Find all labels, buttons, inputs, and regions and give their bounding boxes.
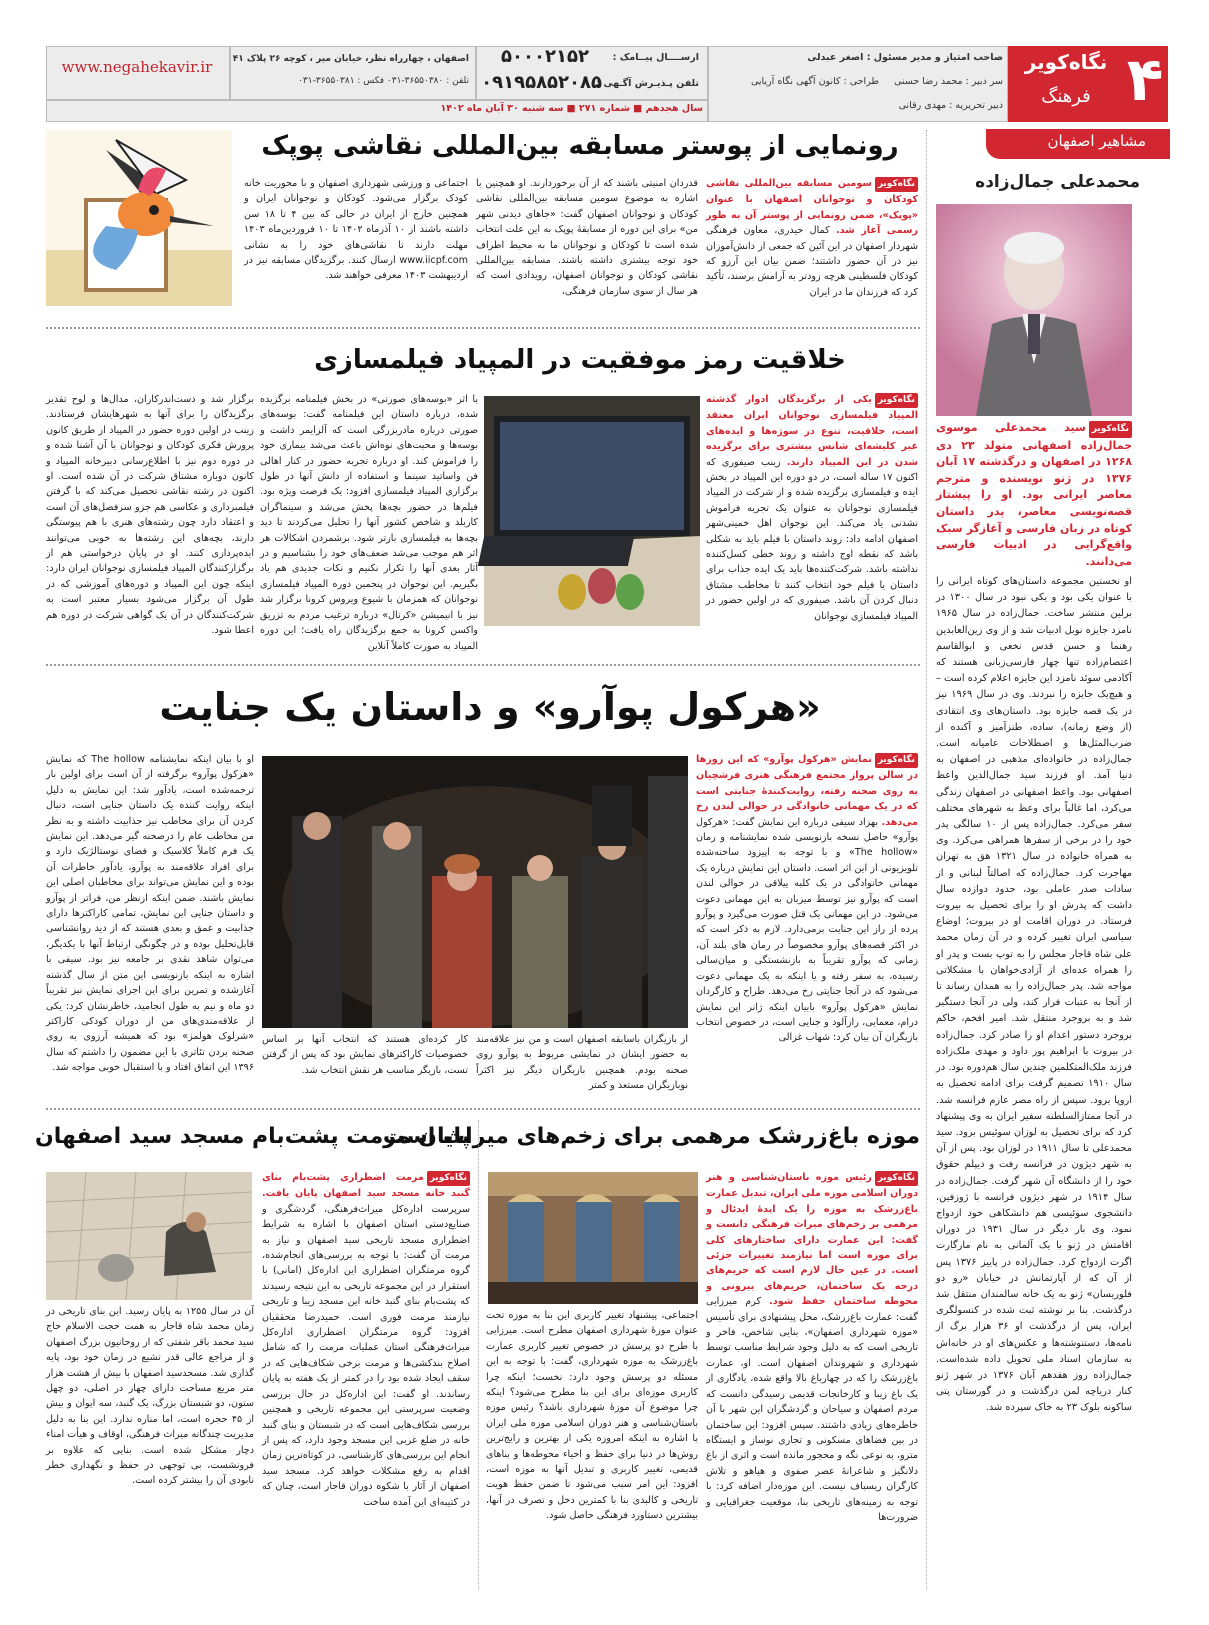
owner: صاحب امتیاز و مدیر مسئول : اصغر عبدلی [807,52,1003,63]
divider [46,664,920,666]
design: طراحی : کانون آگهی نگاه آریایی [750,76,879,87]
logo-tag: نگاه‌کویر [875,753,918,768]
article1-col3: اجتماعی و ورزشی شهرداری اصفهان و با محوریت خانه کودک برگزار می‌شود. کودکان و نوجوانان ایران و همچنین خارج از ایران در حالی که بین ۴ تا ۱۸ سن داشته باشند از ۱۰ آذرماه ۱۴۰۲ تا ۱۰ فروردین‌ماه ۱۴۰۳ مهلت دارند تا نقاشی‌های خود را به نشانی www.iicpf.com ارسال کنند. برگزیدگان مسابقه نیز در اردیبهشت ۱۴۰۳ معرفی خواهند شد. [244,178,468,282]
article2-lead-col: نگاه‌کویریکی از برگزیدگان ادوار گذشته المپیاد فیلمسازی نوجوانان ایران معتقد است، خلاقیت، تنوع در سوژه‌ها و ایده‌های غیر کلیشه‌ای شانس بیشتری برای برگزیده شدن در این المپیاد دارند. زینب صیفوری که اکنون ۱۷ ساله است، در دو دوره این المپیاد در بخش ایده و فیلمسازی برگزیده شده و از شرکت در المپیاد فیلمسازی نوجوانان به عنوان یک تجربه فراموش نشدنی یاد می‌کند. این نوجوان اهل خمینی‌شهر اصفهان ادامه داد: روند داستان با فیلم باید به شکلی باشد که نقطه اوج داشته و روند خطی کسل‌کننده نداشته باشد. شرکت‌کننده‌ها باید یک ایده جذاب برای داستان یا فیلم خود انتخاب کنند تا مخاطب مشتاق دنبال کردن آن باشد. صیفوری که در اولین حضور در المپیاد فیلمسازی نوجوانان [706,394,918,622]
website[interactable]: www.negahekavir.ir [61,58,213,76]
divider [46,327,920,329]
portrait-photo [936,204,1132,416]
article2-col2: با اثر «بوسه‌های صورتی» در بخش فیلمنامه برگزیده شده، درباره داستان این فیلمنامه گفت: بوسه‌های صورتی درباره مادربزرگی است که آلزایمر داشت و بوسه‌ها و محبت‌های نوه‌اش باعث می‌شد بیماری خود را فراموش کند. او درباره تجربه حضور در کنار اهالی فن واساتید سینما و استفاده از دانش آنها در طول برگزاری المپیاد فیلمسازی افزود: یک فرصت ویژه بود. فیلم‌ها در حضور بچه‌ها پخش می‌شد و سینماگران کاربلد و شاخص کشور آنها را تحلیل می‌کردند تا دید بچه‌ها به فیلمسازی بازتر شود. برشمردن اشکالات هر اثر هم موجب می‌شد ضعف‌های خود را بشناسیم و در آثار بعدی آنها را تکرار نکنیم و نکات جدیدی هم یاد بگیریم. این نوجوان در پنجمین دوره المپیاد فیلمسازی نوجوانان که همزمان با شیوع ویروس کرونا برگزار شد نیز با انیمیشن «کرتال» درباره ترغیب مردم به تزریق واکسن کرونا به جمع برگزیدگان راه یافت؛ این دوره المپیاد به صورت کاملاً آنلاین [260,394,478,652]
section-title: فرهنگ [1041,86,1091,107]
logo-tag: نگاه‌کویر [1089,421,1132,438]
article3-lead-col: نگاه‌کویرنمایش «هرکول پوآرو» که این روزها در سالن پرواز مجتمع فرهنگی هنری فرشچیان به روی صحنه رفته، روایت‌کنندهٔ جنایتی است که در یک مهمانی خانوادگی در حوالی لندن رخ می‌دهد. بهزاد سیفی درباره این نمایش گفت: «هرکول پوآرو» حاصل نسخه بازنویسی شده نمایشنامه و رمان «The hollow» و با توجه به اپیزود ساخته‌شده تلویزیونی از این اثر است. داستان این نمایش درباره یک مهمانی خانوادگی در یک کلبه ییلاقی در حوالی لندن است که پوآرو نیز توسط میزبان به این مهمانی دعوت می‌شود. در این مهمانی یک قتل صورت می‌گیرد و پوآرو پرده از راز این جنایت برمی‌دارد. لازم به ذکر است که در اکثر قصه‌های پوآرو مخصوصاً در رمان های بلند آن، زمانی که پوآرو تقریباً به بازنشستگی و میان‌سالی رسیده، به سفر رفته و یا اینکه به یک مهمانی دعوت می‌شود که در آنجا جنایتی رخ می‌دهد. طراح و کارگردان نمایش «هرکول پوآرو» بابیان اینکه ژانر این نمایش درام، معمایی، رازآلود و جنایی است، در خصوص انتخاب بازیگران آن بیان کرد: شهاب غزالی [696,754,919,1044]
theater-stage-photo [262,756,688,1028]
article5-lead-col: نگاه‌کویرمرمت اضطراری پشت‌بام بنای گنبد خانه مسجد سید اصفهان پایان یافت. سرپرست اداره‌کل میراث‌فرهنگی، گردشگری و صنایع‌دستی استان اصفهان با اشاره به شرایط اضطراری مسجد تاریخی سید اصفهان و نیاز به مرمت آن گفت: با توجه به بررسی‌های انجام‌شده، گروه مرمتگران اضطراری این اداره‌کل (امانی) با استقرار در این مجموعه تاریخی به این نتیجه رسیدند که پشت‌بام بنای گنبد خانه این مسجد زیبا و تاریخی نیازمند مرمت فوری است. حمیدرضا محققیان افزود: گروه مرمتگران اضطراری اداره‌کل میراث‌فرهنگی استان عملیات مرمت را که شامل اصلاح بندکشی‌ها و مرمت برخی شکاف‌هایی که در سقف ایجاد شده بود را در کمتر از یک هفته به پایان رساندند. او گفت: این اداره‌کل در حال بررسی وضعیت سرپرستی این مجموعه تاریخی و همچنین بررسی شکاف‌هایی است که در شبستان و بنای گنبد خانه در ضلع غربی این مسجد وجود دارد، که پس از انجام این بررسی‌های کارشناسی، در کوتاه‌ترین زمان اقدام به رفع مشکلات خواهد کرد. مسجد سید اصفهان از آثار با شکوه دوران قاجار است، چنان که در کتیبه‌ای این آمده ساخت [262,1172,470,1508]
article1-col2: قدردان امنیتی باشند که از آن برخوردارند. او همچنین با اشاره به موضوع سومین مسابقه بین‌المللی نقاشی کودکان و نوجوانان اصفهان گفت: «جاهای دیدنی شهر من» برای این دوره از مسابقهٔ پوپک به این علت انتخاب شده است تا کودکان و نوجوانان ما به محیط اطراف خود توجه بیشتری داشته باشند. مسابقه بین‌المللی نقاشی کودکان و نوجوانان اصفهان، رویدادی است که هر سال از سوی سازمان فرهنگی، [476,178,698,297]
article2-col3: برگزار شد و دست‌اندرکاران، مدال‌ها و لوح تقدیر برگزیدگان را برای آنها به شهرهایشان فرستادند. زینب در اولین دوره حضور در المپیاد از طریق کانون پرورش فکری کودکان و نوجوانان با آن آشنا شده و در دوره دوم نیز با اطلاع‌رسانی دبیرخانه المپیاد و کانون دوباره مشتاق شرکت در آن شده است. او اکنون در رشته نقاشی تحصیل می‌کند که با گرفتن فیلمبرداری و عکاسی هم جزو سرفصل‌های آن است و اعتقاد دارد چون رشته‌های هنری با هم پیوستگی دارند، بچه‌های این رشته‌ها به خوبی می‌توانند ایده‌پردازی کنند. او در پایان درخواستی هم از برگزارکنندگان المپیاد فیلمسازی نوجوانان ایران دارد: اینکه چون این المپیاد و دوره‌های آموزشی که در طول آن برگزار می‌شود بسیار معتبر است به شرکت‌کنندگان در آن یک گواهی شرکت در دوره هم اعطا شود. [46,394,254,637]
divider [46,1108,920,1110]
article3-headline: «هرکول پوآرو» و داستان یک جنایت [159,685,821,729]
sidebar-body: او نخستین مجموعه داستان‌های کوتاه ایرانی را با عنوان یکی بود و یکی نبود در سال ۱۳۰۰ در برلین منتشر ساخت. جمال‌زاده در سال ۱۹۶۵ نامزد جایزه نوبل ادبیات شد و از وی زین‌العابدین رهنما و حسن قدس نخعی و ابوالقاسم اعتصام‌زاده تنها چهار فارسی‌زبانی هستند که آکادمی سوئد نامزد این جایزه اعلام کرده است – و هیچ‌یک جایزه را نبردند. وی در سال ۱۹۶۹ نیز در یک قصه جایزه بود. داستان‌های وی انتقادی (از وضع زمانه)، ساده، طنزآمیز و آکنده از ضرب‌المثل‌ها و اصطلاحات عامیانه است. جمال‌زاده در خانواده‌ای مذهبی در اصفهان به دنیا آمد. او فرزند سید جمال‌الدین واعظ اصفهانی بود. واعظ اصفهانی در اصفهان زندگی می‌کرد، اما غالباً برای وعظ به شهرهای مختلف سفر می‌کرد. جمال‌زاده پس از ۱۰ سالگی پدر خود را در برخی از سفرها همراهی می‌کرد. وی به همراه خانواده در سال ۱۳۲۱ هق به تهران مهاجرت کرد. جمال‌زاده که اصالتاً لبنانی و از سادات صدر عاملی بود، حدود دوازده سال داشت که پدرش او را برای تحصیل به بیروت فرستاد. در دوران اقامت او در بیروت؛ اوضاع سیاسی ایران تغییر کرده و در آن زمان محمد علی شاه قاجار مجلس را به توپ بست و پدر او را همراه عده‌ای از آزادی‌خواهان با مشکلاتی مواجه شد. پدر جمال‌زاده را به همدان رساند تا از آنجا به عتبات فرار کند، ولی در آنجا دستگیر شد و به بروجرد منتقل شد. امیر افخم، حاکم بروجرد دستور اعدام او را صادر کرد. جمال‌زاده در بیروت با ابراهیم پور داود و مهدی ملک‌زاده فرزند ملک‌المتکلمین چندین سال هم‌دوره بود. در سال ۱۹۱۰ تصمیم گرفت برای ادامه تحصیل به اروپا برود. سپس از راه مصر عازم فرانسه شد. در آنجا ممتازالسلطنه سفیر ایران به وی پیشنهاد کرد که برای تحصیل به لوزان سوئیس برود. سید محمدعلی تا سال ۱۹۱۱ در لوزان بود. پس از آن به شهر دیژون در فرانسه رفت و دیپلم حقوق خود را از دانشگاه آن شهر گرفت. جمال‌زاده در سال ۱۹۱۴ در شهر دیژون فرانسه با ژوزفین، دانشجوی سوئیسی هم دانشکاهی خود ازدواج نمود. وی بار دیگر در سال ۱۹۳۱ در دوران اقامتش در ژنو با یک آلمانی به نام مارگارت اگرت ازدواج کرد. جمال‌زاده در پاییز ۱۳۷۶ پس از آن که از آپارتمانش در خیابان «رو دو فلوریسان» ژنو به یک خانه سالمندان منتقل شد درگذشت. بنا بر نوشته ثبت شده در کنسولگری ایران، پس از درگذشت او ۳۶ هزار برگ از نامه‌ها، دستنوشته‌ها و عکس‌های او در خانه‌اش به سازمان اسناد ملی تحویل داده شده‌است. جمال‌زاده روز هفدهم آبان ۱۳۷۶ در شهر ژنو کنار دریاچه لمن درگذشت و در گورستان پتی ساکونه بلوک ۲۳ به خاک سپرده شد. [936,576,1132,1414]
phones: تلفن : ۳۶۵۵۰۳۸۰-۰۳۱ فکس : ۳۶۵۵۰۳۸۱-۰۳۱ [298,76,469,86]
restoration-roof-photo [46,1172,252,1300]
museum-interior-photo [488,1172,698,1304]
column-rule [926,130,927,1590]
ad-number: ۰۹۱۹۵۸۵۲۰۸۵ [481,72,602,93]
article1-headline: رونمایی از پوستر مسابقه بین‌المللی نقاشی پوپک [261,131,899,161]
chief-editor: دبیر تحریریه : مهدی رقانی [898,100,1003,111]
article3-sub2: کار کرده‌ای هستند که انتخاب آنها بر اساس خصوصیات کاراکترهای نمایش بود که پس از گرفتن تست، بازیگر مناسب هر نقش انتخاب شد. [262,1034,468,1076]
article2-headline: خلاقیت رمز موفقیت در المپیاد فیلمسازی [314,345,846,375]
article1-lead-col: نگاه‌کویرسومین مسابقه بین‌المللی نقاشی کودکان و نوجوانان اصفهان با عنوان «پوپک»، ضمن رونمایی از پوستر آن به طور رسمی آغاز شد. کمال حیدری، معاون فرهنگی شهردار اصفهان در این آئین که جمعی از دانش‌آموزان نیز در آن حضور داشتند؛ ضمن بیان این آرزو که کودکان فلسطینی هرچه زودتر به آرامش برسند، تأکید کرد که فرزندان ما در ایران [706,178,918,298]
sidebar-label: مشاهیر اصفهان [1047,132,1146,150]
logo-tag: نگاه‌کویر [427,1171,470,1186]
sidebar-name: محمدعلی جمال‌زاده [975,172,1140,192]
ad-label: تلفن پـذیـرش آگـهی : [596,78,699,89]
editor: سر دبیر : محمد رضا حسنی [894,76,1003,87]
hoopoe-poster [46,130,232,306]
article5-col2: آن در سال ۱۲۵۵ به پایان رسید. این بنای تاریخی در زمان محمد شاه قاجار به همت حجت الاسلام حاج سید محمد باقر شفتی که از روحانیون بزرگ اصفهان و از مراجع عالی قدر تشیع در زمان خود بود، پایه گذاری شد. مسجدسید اصفهان با بیش از هشت هزار متر مربع مساحت دارای چهار در اصلی، دو چهل ستون، دو شبستان بزرگ، یک گنبد، سه ایوان و بیش از ۴۵ حجره است، اما مناره ندارد. این بنا به دلیل مدیریت چندگانه میراث فرهنگی، اوقاف و هیأت امناء دچار مشکل شده است. بنایی که علاوه بر فرونشست، بی توجهی در حفظ و نگهداری خطر نابودی آن را بیشتر کرده است. [46,1306,254,1487]
logo-tag: نگاه‌کویر [875,393,918,408]
logo-tag: نگاه‌کویر [875,1171,918,1186]
article3-sub1: از بازیگران باسابقه اصفهان است و من نیز علاقه‌مند به حضور ایشان در نمایشی مربوط به پوآرو روی صحنه بودم. همچنین بازیگران دیگر نیز اکثراً نوبازیگران مستعد و کمتر [476,1034,688,1092]
sms-label: ارســــال پیــامک : [612,52,699,63]
film-desk-photo [484,396,700,626]
sidebar-lead: نگاه‌کویرسید محمدعلی موسوی جمال‌زاده اصفهانی متولد ۲۳ دی ۱۲۶۸ در اصفهان و درگذشته ۱۷ آبان ۱۳۷۶ در ژنو نویسنده و مترجم معاصر ایرانی بود. او را پیشتاز قصه‌نویسی معاصر، پدر داستان کوتاه در زبان فارسی و آغازگر سبک واقع‌گرایی در ادبیات فارسی می‌دانند. [936,421,1132,568]
address: اصفهان ، چهارراه نظر، خیابان میر ، کوچه ۲۶ پلاک ۴۱ [232,54,469,64]
sms-number: ۵۰۰۰۲۱۵۲ [501,46,589,67]
page-number: ۴ [1126,45,1164,115]
article4-col2: اجتماعی، پیشنهاد تغییر کاربری این بنا به موزه تحت عنوان موزهٔ شهرداری اصفهان مطرح است. میرزایی با طرح دو پرسش در خصوص تغییر کاربری عمارت باغ‌زرشک به موزه شهرداری، گفت: با توجه به این مسئله دو پرسش وجود دارد: نخست؛ اینکه چرا کاربری موزه‌ای برای این بنا مطرح می‌شود؟ اینکه چرا موضوع آن موزهٔ شهرداری باشد؟ رئیس موزه باستان‌شناسی و هنر دوران اسلامی موزه ملی ایران با اشاره به اینکه امروزه یکی از بهترین و رایج‌ترین روش‌ها در دنیا برای حفظ و احیاء محوطه‌ها و بناهای قدیمی، تغییر کاربری و تبدیل آنها به موزه است، افزود: این امر سبب می‌شود تا ضمن حفظ هویت تاریخی و کالبدی بنا با کمترین دخل و تصرف در آنها، بیشترین دستاورد فرهنگی حاصل شود. [486,1310,698,1522]
column-rule [478,1120,479,1590]
logo-tag: نگاه‌کویر [875,177,918,192]
article5-headline: پایان مرمت پشت‌بام مسجد سید اصفهان [34,1124,470,1149]
issue-info: سال هجدهم ■ شماره ۲۷۱ ■ سه شنبه ۳۰ آبان ماه ۱۴۰۲ [440,103,703,114]
article3-col2: او با بیان اینکه نمایشنامه The hollow که نمایش «هرکول پوآرو» برگرفته از آن است برای اولین بار ترجمه‌شده است، یادآور شد: این نمایش به دلیل اینکه روایت کننده یک داستان جنایی است، دنبال کردن آن برای مخاطب نیز جذابیت داشته و به نظر من مخاطب عام را درصحنه گیر می‌دهد. این نمایش یک فرم کاملاً کلاسیک و فضای نوستالژیک دارد و برای افراد علاقه‌مند به پوآرو، یادآور خاطرات آن بوده و این نمایش می‌تواند برای مخاطبان اصلی این نمایش باشند. ضمن اینکه ازنظر من، فراتر از پوآرو و داستان جنایی این نمایش، تمامی کاراکترها دارای جذابیت و عمق و بعدی هستند که از دید روانشناسی قابل‌تحلیل بوده و در چگونگی ارتباط آنها با یکدیگر، می‌توان شاهد نقدی بر جامعه نیز بود. سیفی با اشاره به اینکه بازنویسی این متن از سال گذشته آغازشده و تمرین برای این اجرای نمایش نیز تقریباً دو ماه و نیم به طول انجامید، خاطرنشان کرد: یکی از علاقه‌مندی‌های من از دوران کودکی کاراکتر «شرلوک هولمز» بود که همیشه آرزوی به روی صحنه بردن تئاتری با این مضمون را داشتم که سال ۱۳۹۶ این اتفاق افتاد و با استقبال خوبی مواجه شد. [46,754,254,1074]
article4-headline: موزه باغ‌زرشک مرهمی برای زخم‌های میراث است [382,1124,920,1149]
article4-lead-col: نگاه‌کویررئیس موزه باستان‌شناسی و هنر دوران اسلامی موزه ملی ایران، تبدیل عمارت باغ‌زرشک به موزه را یک ایدهٔ ایدئال و مرهمی بر زخم‌های میراث فرهنگی دانست و گفت: این عمارت دارای ساختارهای کلی برای موزه است اما نیازمند تغییرات جزئی است. در عین حال لازم است که حریم‌های درجه یک ساختمان، حریم‌های بیرونی و محوطه ساختمان حفظ شود. کرم میرزایی گفت: عمارت باغ‌زرشک، محل پیشنهادی برای تأسیس «موزه شهرداری اصفهان»، بنایی شاخص، فاخر و تاریخی است که به دلیل وجود شرایط مناسب توسط شهرداری و شهروندان اصفهان است. او، عمارت باغ‌زرشک را که در چهارباغ بالا واقع شده، یادگاری از یک باغ زیبا و کارخانجات قدیمی رسیدگی دانست که مردم اصفهان و سیاحان و گردشگران این شهر با آن خاطره‌های زیادی داشتند. سپس افزود: این ساختمان در بین فضاهای مسکونی و تجاری نوساز و ایستگاه مترو، به نوعی نگه و محجور مانده است و اثری از باغ دلانگیز و شاعرانهٔ عصر صفوی و هیاهو و تلاش کارگران ریسباف نیست. این موزه‌دار اضافه کرد: با توجه به زمینه‌های تاریخی بنا، موقعیت جغرافیایی و ضرورت‌ها [706,1172,918,1523]
logo-text: نگاه‌کویر [1024,50,1108,74]
